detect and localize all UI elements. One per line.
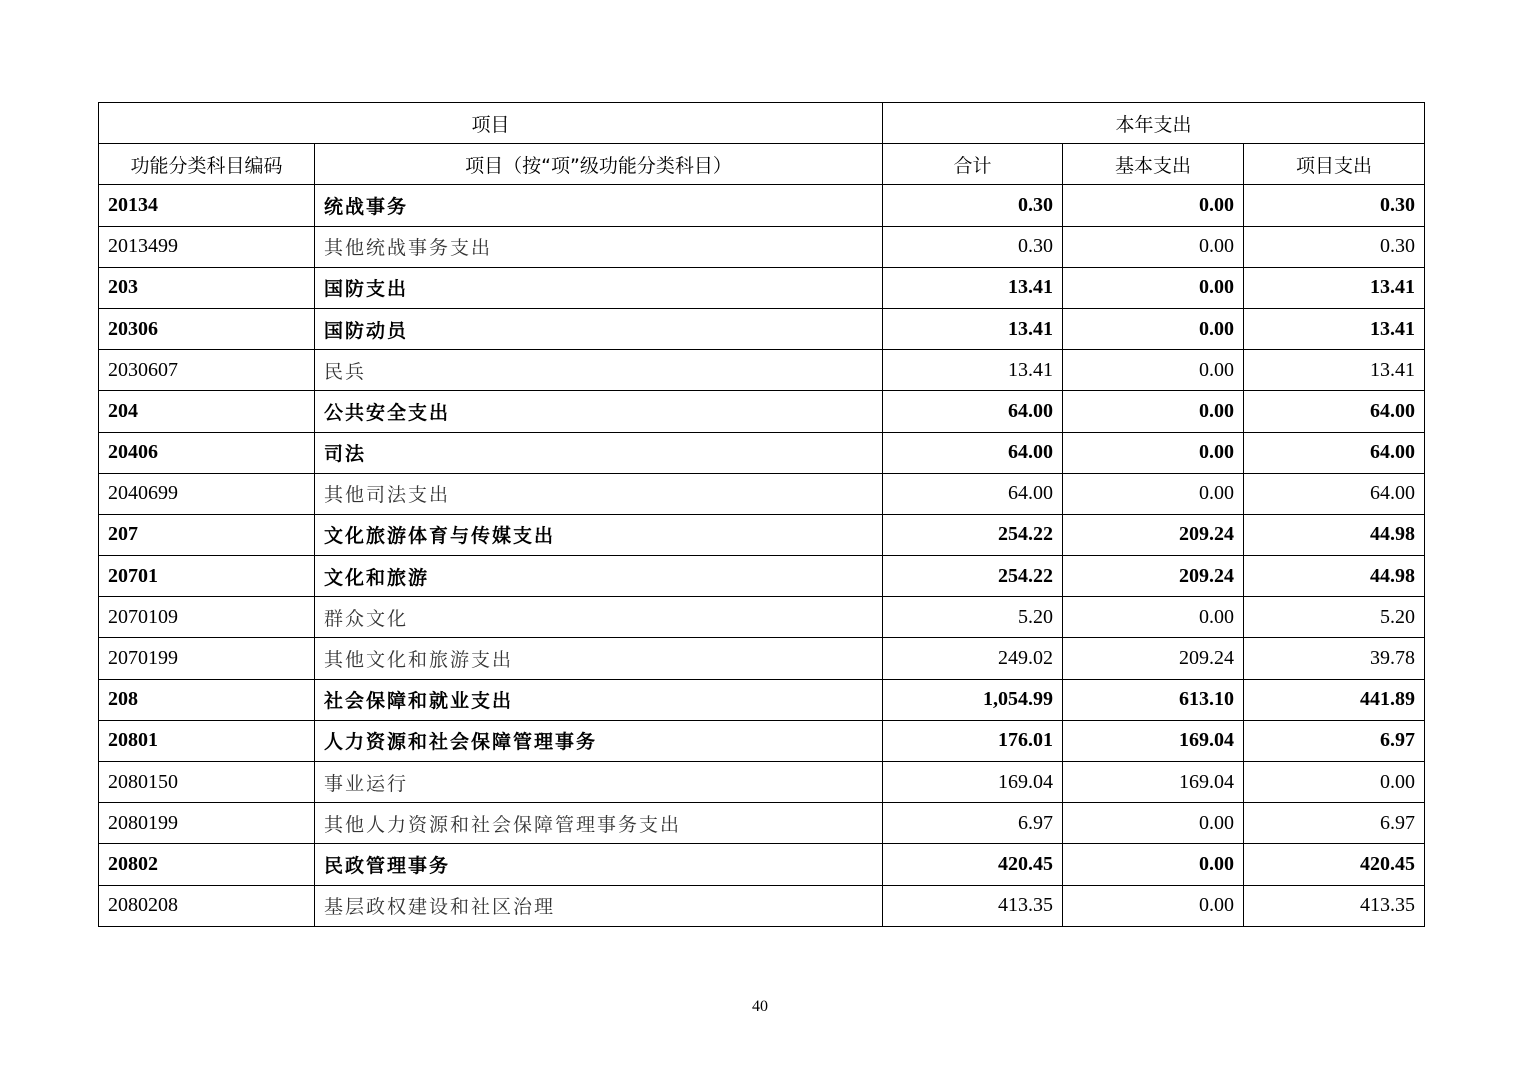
row-basic-expense: 0.00 — [1063, 597, 1244, 638]
row-code: 2070199 — [99, 638, 315, 679]
table-row — [99, 432, 1425, 473]
row-item-name: 其他司法支出 — [315, 473, 883, 514]
header-code: 功能分类科目编码 — [99, 144, 315, 185]
row-basic-expense: 0.00 — [1063, 308, 1244, 349]
row-project-expense: 6.97 — [1244, 720, 1425, 761]
row-item-name: 其他统战事务支出 — [315, 226, 883, 267]
row-total: 5.20 — [883, 597, 1063, 638]
row-project-expense: 5.20 — [1244, 597, 1425, 638]
row-code: 20134 — [99, 185, 315, 226]
row-code: 20801 — [99, 720, 315, 761]
row-total: 254.22 — [883, 514, 1063, 555]
header-row-1 — [99, 103, 1425, 144]
expenditure-table — [98, 102, 1425, 927]
row-total: 64.00 — [883, 473, 1063, 514]
row-basic-expense: 209.24 — [1063, 556, 1244, 597]
row-code: 2030607 — [99, 350, 315, 391]
row-code: 2080150 — [99, 762, 315, 803]
row-code: 2070109 — [99, 597, 315, 638]
row-item-name: 国防支出 — [315, 267, 883, 308]
row-project-expense: 441.89 — [1244, 679, 1425, 720]
table-row — [99, 185, 1425, 226]
row-item-name: 社会保障和就业支出 — [315, 679, 883, 720]
page-number: 40 — [752, 998, 768, 1015]
row-basic-expense: 0.00 — [1063, 473, 1244, 514]
header-year-expense: 本年支出 — [883, 103, 1425, 144]
row-project-expense: 64.00 — [1244, 473, 1425, 514]
row-project-expense: 0.00 — [1244, 762, 1425, 803]
row-project-expense: 64.00 — [1244, 432, 1425, 473]
row-total: 254.22 — [883, 556, 1063, 597]
row-code: 20701 — [99, 556, 315, 597]
row-basic-expense: 0.00 — [1063, 350, 1244, 391]
row-item-name: 基层政权建设和社区治理 — [315, 885, 883, 926]
row-item-name: 国防动员 — [315, 308, 883, 349]
table-row — [99, 885, 1425, 926]
row-total: 13.41 — [883, 350, 1063, 391]
row-basic-expense: 0.00 — [1063, 267, 1244, 308]
table-row — [99, 391, 1425, 432]
row-total: 64.00 — [883, 432, 1063, 473]
table-row — [99, 514, 1425, 555]
row-project-expense: 39.78 — [1244, 638, 1425, 679]
row-total: 420.45 — [883, 844, 1063, 885]
row-project-expense: 13.41 — [1244, 350, 1425, 391]
row-item-name: 事业运行 — [315, 762, 883, 803]
table-row — [99, 679, 1425, 720]
row-project-expense: 6.97 — [1244, 803, 1425, 844]
row-item-name: 文化旅游体育与传媒支出 — [315, 514, 883, 555]
row-item-name: 其他人力资源和社会保障管理事务支出 — [315, 803, 883, 844]
row-project-expense: 0.30 — [1244, 226, 1425, 267]
header-project: 项目 — [99, 103, 883, 144]
row-project-expense: 44.98 — [1244, 556, 1425, 597]
row-item-name: 文化和旅游 — [315, 556, 883, 597]
table-row — [99, 720, 1425, 761]
row-total: 176.01 — [883, 720, 1063, 761]
row-item-name: 民兵 — [315, 350, 883, 391]
row-code: 20306 — [99, 308, 315, 349]
expenditure-table-container — [98, 102, 1424, 927]
header-item: 项目（按“项”级功能分类科目） — [315, 144, 883, 185]
row-total: 0.30 — [883, 185, 1063, 226]
row-code: 203 — [99, 267, 315, 308]
row-project-expense: 420.45 — [1244, 844, 1425, 885]
row-item-name: 公共安全支出 — [315, 391, 883, 432]
table-row — [99, 473, 1425, 514]
table-body — [99, 185, 1425, 926]
row-code: 2080208 — [99, 885, 315, 926]
row-item-name: 民政管理事务 — [315, 844, 883, 885]
row-total: 6.97 — [883, 803, 1063, 844]
row-project-expense: 13.41 — [1244, 267, 1425, 308]
row-code: 208 — [99, 679, 315, 720]
header-project-expense: 项目支出 — [1244, 144, 1425, 185]
row-basic-expense: 169.04 — [1063, 720, 1244, 761]
row-code: 2080199 — [99, 803, 315, 844]
row-item-name: 人力资源和社会保障管理事务 — [315, 720, 883, 761]
row-project-expense: 0.30 — [1244, 185, 1425, 226]
table-row — [99, 803, 1425, 844]
table-row — [99, 308, 1425, 349]
row-basic-expense: 169.04 — [1063, 762, 1244, 803]
row-total: 0.30 — [883, 226, 1063, 267]
row-total: 13.41 — [883, 308, 1063, 349]
row-basic-expense: 209.24 — [1063, 638, 1244, 679]
header-row-2 — [99, 144, 1425, 185]
row-total: 64.00 — [883, 391, 1063, 432]
row-code: 2040699 — [99, 473, 315, 514]
row-item-name: 其他文化和旅游支出 — [315, 638, 883, 679]
row-basic-expense: 0.00 — [1063, 885, 1244, 926]
row-basic-expense: 613.10 — [1063, 679, 1244, 720]
row-item-name: 群众文化 — [315, 597, 883, 638]
row-item-name: 统战事务 — [315, 185, 883, 226]
row-basic-expense: 0.00 — [1063, 391, 1244, 432]
row-project-expense: 413.35 — [1244, 885, 1425, 926]
table-row — [99, 267, 1425, 308]
row-total: 249.02 — [883, 638, 1063, 679]
row-code: 20406 — [99, 432, 315, 473]
header-total: 合计 — [883, 144, 1063, 185]
row-code: 2013499 — [99, 226, 315, 267]
table-row — [99, 556, 1425, 597]
row-total: 413.35 — [883, 885, 1063, 926]
table-row — [99, 350, 1425, 391]
row-basic-expense: 209.24 — [1063, 514, 1244, 555]
row-code: 204 — [99, 391, 315, 432]
table-row — [99, 597, 1425, 638]
row-basic-expense: 0.00 — [1063, 844, 1244, 885]
row-basic-expense: 0.00 — [1063, 185, 1244, 226]
row-project-expense: 13.41 — [1244, 308, 1425, 349]
row-project-expense: 64.00 — [1244, 391, 1425, 432]
table-row — [99, 638, 1425, 679]
row-total: 169.04 — [883, 762, 1063, 803]
row-project-expense: 44.98 — [1244, 514, 1425, 555]
header-basic: 基本支出 — [1063, 144, 1244, 185]
row-code: 20802 — [99, 844, 315, 885]
row-basic-expense: 0.00 — [1063, 226, 1244, 267]
row-basic-expense: 0.00 — [1063, 803, 1244, 844]
row-total: 1,054.99 — [883, 679, 1063, 720]
row-code: 207 — [99, 514, 315, 555]
row-item-name: 司法 — [315, 432, 883, 473]
row-basic-expense: 0.00 — [1063, 432, 1244, 473]
table-row — [99, 226, 1425, 267]
table-row — [99, 844, 1425, 885]
row-total: 13.41 — [883, 267, 1063, 308]
table-row — [99, 762, 1425, 803]
